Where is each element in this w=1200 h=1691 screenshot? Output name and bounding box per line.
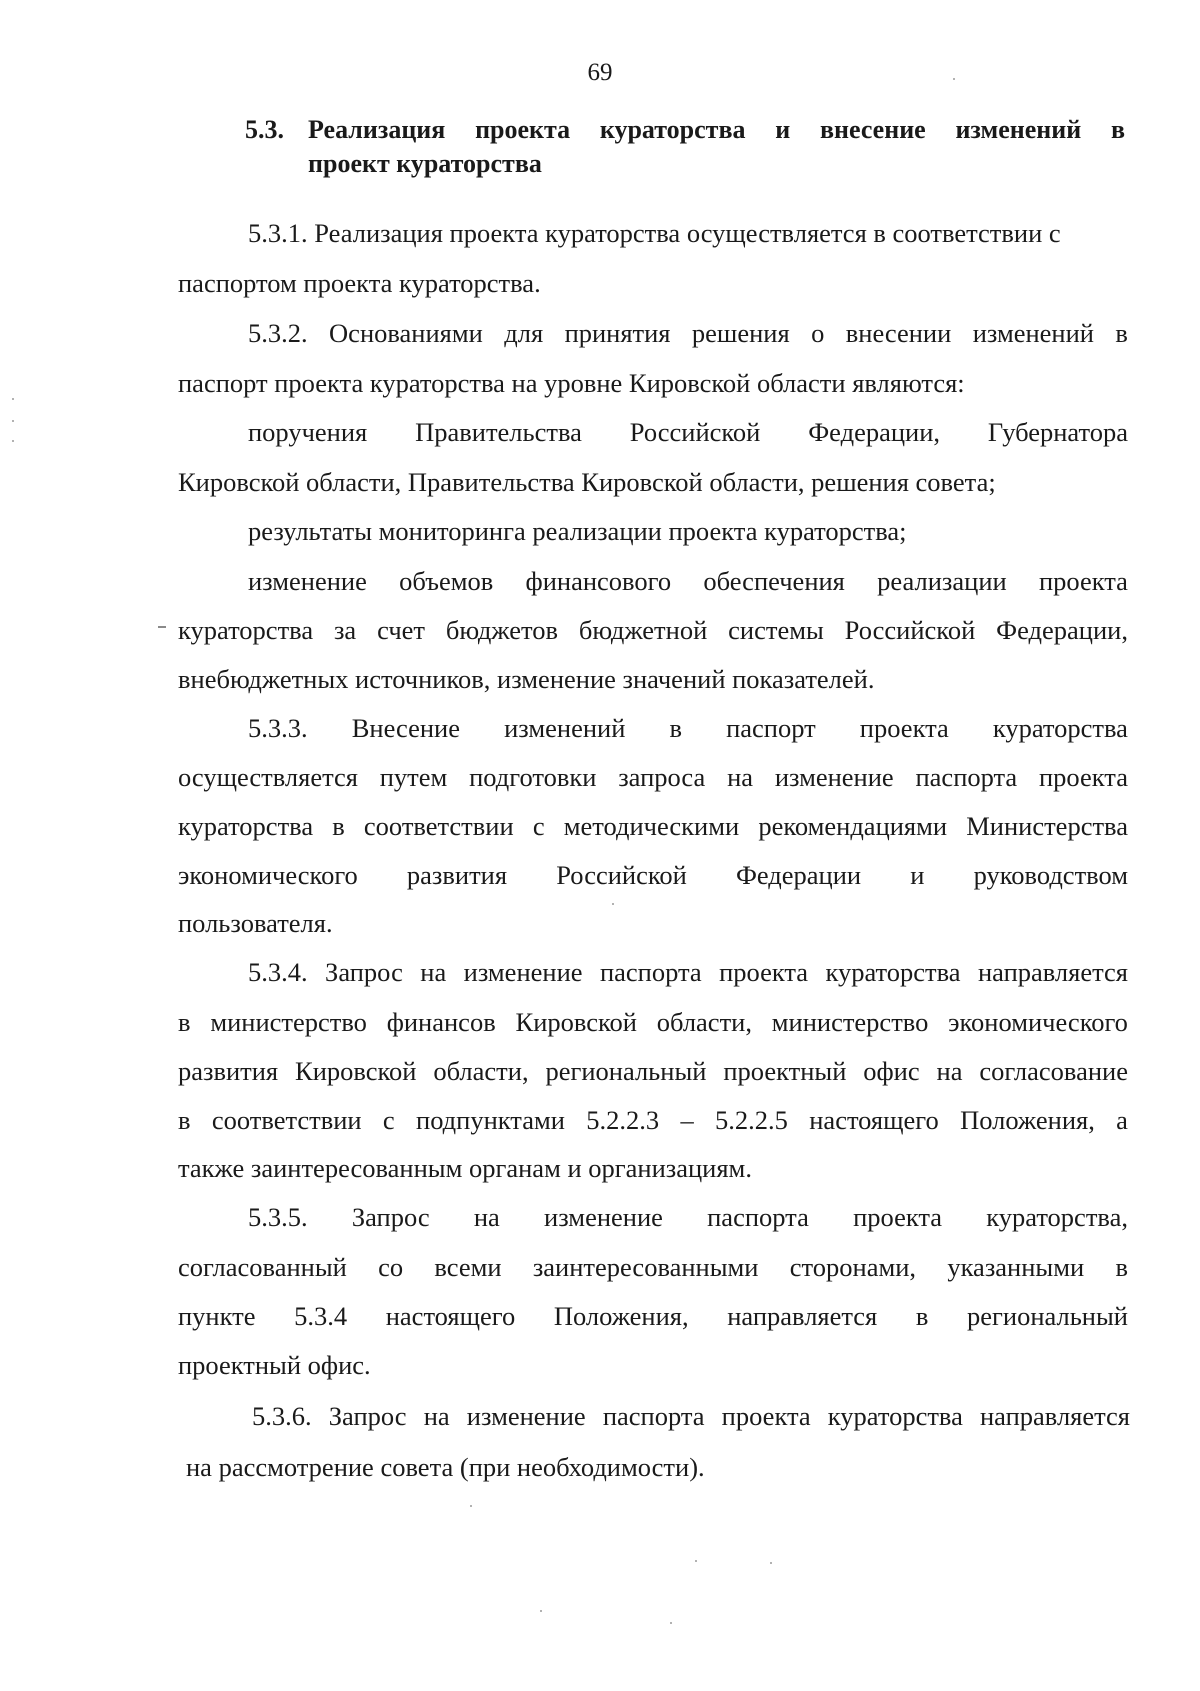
text-line-11: 5.3.3. Внесение изменений в паспорт проекта кураторства (248, 713, 1128, 743)
text-line-19: в соответствии с подпунктами 5.2.2.3 – 5.2.2.5 настоящего Положения, а (178, 1105, 1128, 1135)
text-line-5: поручения Правительства Российской Федерации, Губернатора (248, 417, 1128, 447)
scan-dash-mark (158, 626, 166, 628)
text-line-26: на рассмотрение совета (при необходимости). (186, 1452, 705, 1482)
text-line-24: проектный офис. (178, 1350, 371, 1380)
text-line-1: 5.3.1. Реализация проекта кураторства осуществляется в соответствии с (248, 218, 1061, 248)
text-line-20: также заинтересованным органам и организациям. (178, 1153, 752, 1183)
text-line-21: 5.3.5. Запрос на изменение паспорта проекта кураторства, (248, 1202, 1128, 1232)
section-number: 5.3. (245, 115, 284, 144)
text-line-17: в министерство финансов Кировской области, министерство экономического (178, 1007, 1128, 1037)
text-line-18: развития Кировской области, региональный проектный офис на согласование (178, 1056, 1128, 1086)
text-line-3: 5.3.2. Основаниями для принятия решения о внесении изменений в (248, 318, 1128, 348)
section-title-part-1: Реализация проекта кураторства и внесение изменений в (308, 115, 1125, 144)
text-line-6: Кировской области, Правительства Кировской области, решения совета; (178, 467, 996, 497)
text-line-22: согласованный со всеми заинтересованными сторонами, указанными в (178, 1252, 1128, 1282)
text-line-25: 5.3.6. Запрос на изменение паспорта проекта кураторства направляется (252, 1401, 1130, 1431)
text-line-8: изменение объемов финансового обеспечения реализации проекта (248, 566, 1128, 596)
text-line-14: экономического развития Российской Федерации и руководством (178, 860, 1128, 890)
text-line-23: пункте 5.3.4 настоящего Положения, направляется в региональный (178, 1301, 1128, 1331)
section-title-part-2: проект кураторства (308, 149, 542, 178)
text-line-12: осуществляется путем подготовки запроса на изменение паспорта проекта (178, 762, 1128, 792)
text-line-10: внебюджетных источников, изменение значений показателей. (178, 664, 875, 694)
text-line-7: результаты мониторинга реализации проекта кураторства; (248, 516, 907, 546)
page-number: 69 (587, 59, 613, 86)
text-line-2: паспортом проекта кураторства. (178, 268, 541, 298)
text-line-4: паспорт проекта кураторства на уровне Кировской области являются: (178, 368, 965, 398)
section-heading (245, 113, 1125, 181)
text-line-13: кураторства в соответствии с методическими рекомендациями Министерства (178, 811, 1128, 841)
text-line-16: 5.3.4. Запрос на изменение паспорта проекта кураторства направляется (248, 957, 1128, 987)
section-heading-line-1 (245, 113, 1125, 147)
text-line-9: кураторства за счет бюджетов бюджетной системы Российской Федерации, (178, 615, 1128, 645)
text-line-15: пользователя. (178, 908, 333, 938)
